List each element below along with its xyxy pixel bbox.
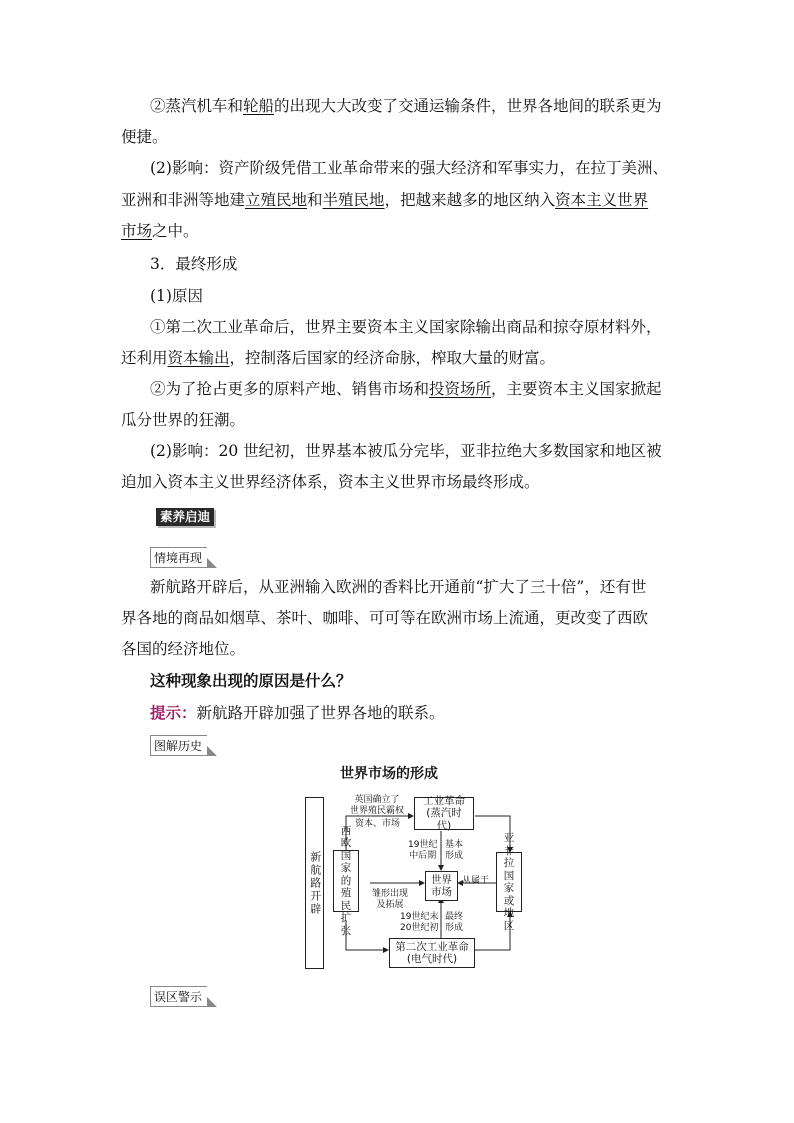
box-colonial-expansion — [333, 824, 359, 937]
subheading: (1)原因 — [150, 287, 203, 305]
text: 还利用 — [121, 349, 168, 367]
label-belongs-to: 从属于 — [462, 876, 490, 886]
underlined-term: 市场 — [121, 222, 153, 240]
label-embryo — [372, 889, 408, 910]
diagram-title: 世界市场的形成 — [340, 766, 438, 782]
section-heading: 3．最终形成 — [150, 255, 238, 273]
box-industrial-revolution-2 — [389, 938, 475, 968]
section-badge: 素养启迪 — [156, 508, 214, 526]
paragraph-line — [150, 95, 662, 117]
underlined-term: 资本输出 — [167, 349, 230, 367]
underlined-term: 资本主义世界 — [555, 191, 649, 209]
text: ，主要资本主义国家掀起 — [491, 380, 662, 398]
label-line: 雏形出现 — [372, 889, 409, 899]
text: 的出现大大改变了交通运输条件，世界各地间的联系更为 — [274, 97, 662, 115]
label-line: 英国确立了 — [354, 795, 400, 805]
underlined-term: 半殖民地 — [322, 191, 385, 209]
paragraph-line: (2)影响：资产阶级凭借工业革命带来的强大经济和军事实力，在拉丁美洲、 — [150, 159, 668, 177]
hint-text: 新航路开辟加强了世界各地的联系。 — [196, 704, 445, 722]
text: 亚洲和非洲等地建 — [121, 191, 246, 209]
text: 和 — [307, 191, 323, 209]
box-label: 新航路开辟 — [308, 850, 322, 916]
label-line: 及拓展 — [376, 899, 404, 910]
paragraph-line — [121, 220, 199, 242]
label-1920 — [400, 912, 438, 933]
text: 之中。 — [152, 222, 199, 240]
box-industrial-revolution-1 — [414, 794, 474, 832]
label-line: 形成 — [445, 850, 464, 861]
label-line: 20世纪初 — [400, 922, 439, 933]
label-line: 19世纪 — [408, 840, 438, 850]
box-regions — [496, 832, 522, 932]
underlined-term: 投资场所 — [429, 380, 492, 398]
paragraph-line: 便捷。 — [121, 128, 168, 146]
label-19th-mid — [408, 840, 437, 861]
paragraph-line: (2)影响：20 世纪初，世界基本被瓜分完毕，亚非拉绝大多数国家和地区被 — [150, 442, 662, 460]
tag-situation — [150, 547, 207, 568]
text: ，把越来越多的地区纳入 — [384, 191, 556, 209]
underlined-term: 立殖民地 — [245, 191, 308, 209]
paragraph-line: 瓜分世界的狂潮。 — [121, 411, 246, 429]
text: ②为了抢占更多的原料产地、销售市场和 — [150, 380, 430, 398]
hint-label: 提示： — [150, 703, 197, 722]
label-basic-formation — [445, 840, 463, 861]
label-line: 世界殖民霸权 — [350, 805, 405, 816]
box-label: 亚非拉国家或地区 — [503, 832, 515, 932]
label-line: 形成 — [445, 922, 464, 933]
underlined-term: 轮船 — [243, 97, 275, 115]
paragraph-line: 各国的经济地位。 — [121, 640, 246, 658]
question: 这种现象出现的原因是什么？ — [150, 671, 352, 690]
label-line: 最终 — [445, 912, 464, 922]
tag-label: 情境再现 — [154, 551, 203, 565]
paragraph-line: 新航路开辟后，从亚洲输入欧洲的香料比开通前“扩大了三十倍”，还有世 — [150, 578, 647, 596]
tag-label: 图解历史 — [154, 739, 203, 753]
tag-corner-icon — [207, 558, 217, 568]
box-label: 西欧国家的殖民扩张 — [340, 824, 352, 937]
paragraph-line — [150, 378, 662, 400]
box-world-market — [425, 871, 458, 901]
paragraph-line — [121, 189, 648, 211]
tag-corner-icon — [207, 746, 217, 756]
label-line: 19世纪末 — [400, 912, 439, 922]
tag-label: 误区警示 — [154, 990, 203, 1004]
label-capital-market: 资本、市场 — [355, 819, 401, 829]
paragraph-line — [121, 347, 555, 369]
box-label: 世界市场 — [431, 873, 452, 898]
box-label: 第二次工业革命(电气时代) — [395, 940, 469, 965]
text: ，控制落后国家的经济命脉，榨取大量的财富。 — [229, 349, 556, 367]
paragraph-line: 界各地的商品如烟草、茶叶、咖啡、可可等在欧洲市场上流通，更改变了西欧 — [121, 609, 649, 627]
paragraph-line: ①第二次工业革命后，世界主要资本主义国家除输出商品和掠夺原材料外， — [150, 318, 662, 336]
hint-line — [150, 702, 445, 724]
label-line: 基本 — [445, 840, 464, 850]
text: ②蒸汽机车和 — [150, 97, 244, 115]
label-final-formation — [445, 912, 463, 933]
label-line: 中后期 — [409, 850, 437, 861]
box-new-routes — [305, 797, 324, 969]
tag-corner-icon — [207, 997, 217, 1007]
tag-mistake — [150, 986, 207, 1007]
box-label: 工业革命(蒸汽时代) — [423, 794, 465, 832]
label-hegemony — [350, 795, 404, 816]
tag-diagram — [150, 735, 207, 756]
paragraph-line: 迫加入资本主义世界经济体系，资本主义世界市场最终形成。 — [121, 473, 540, 491]
